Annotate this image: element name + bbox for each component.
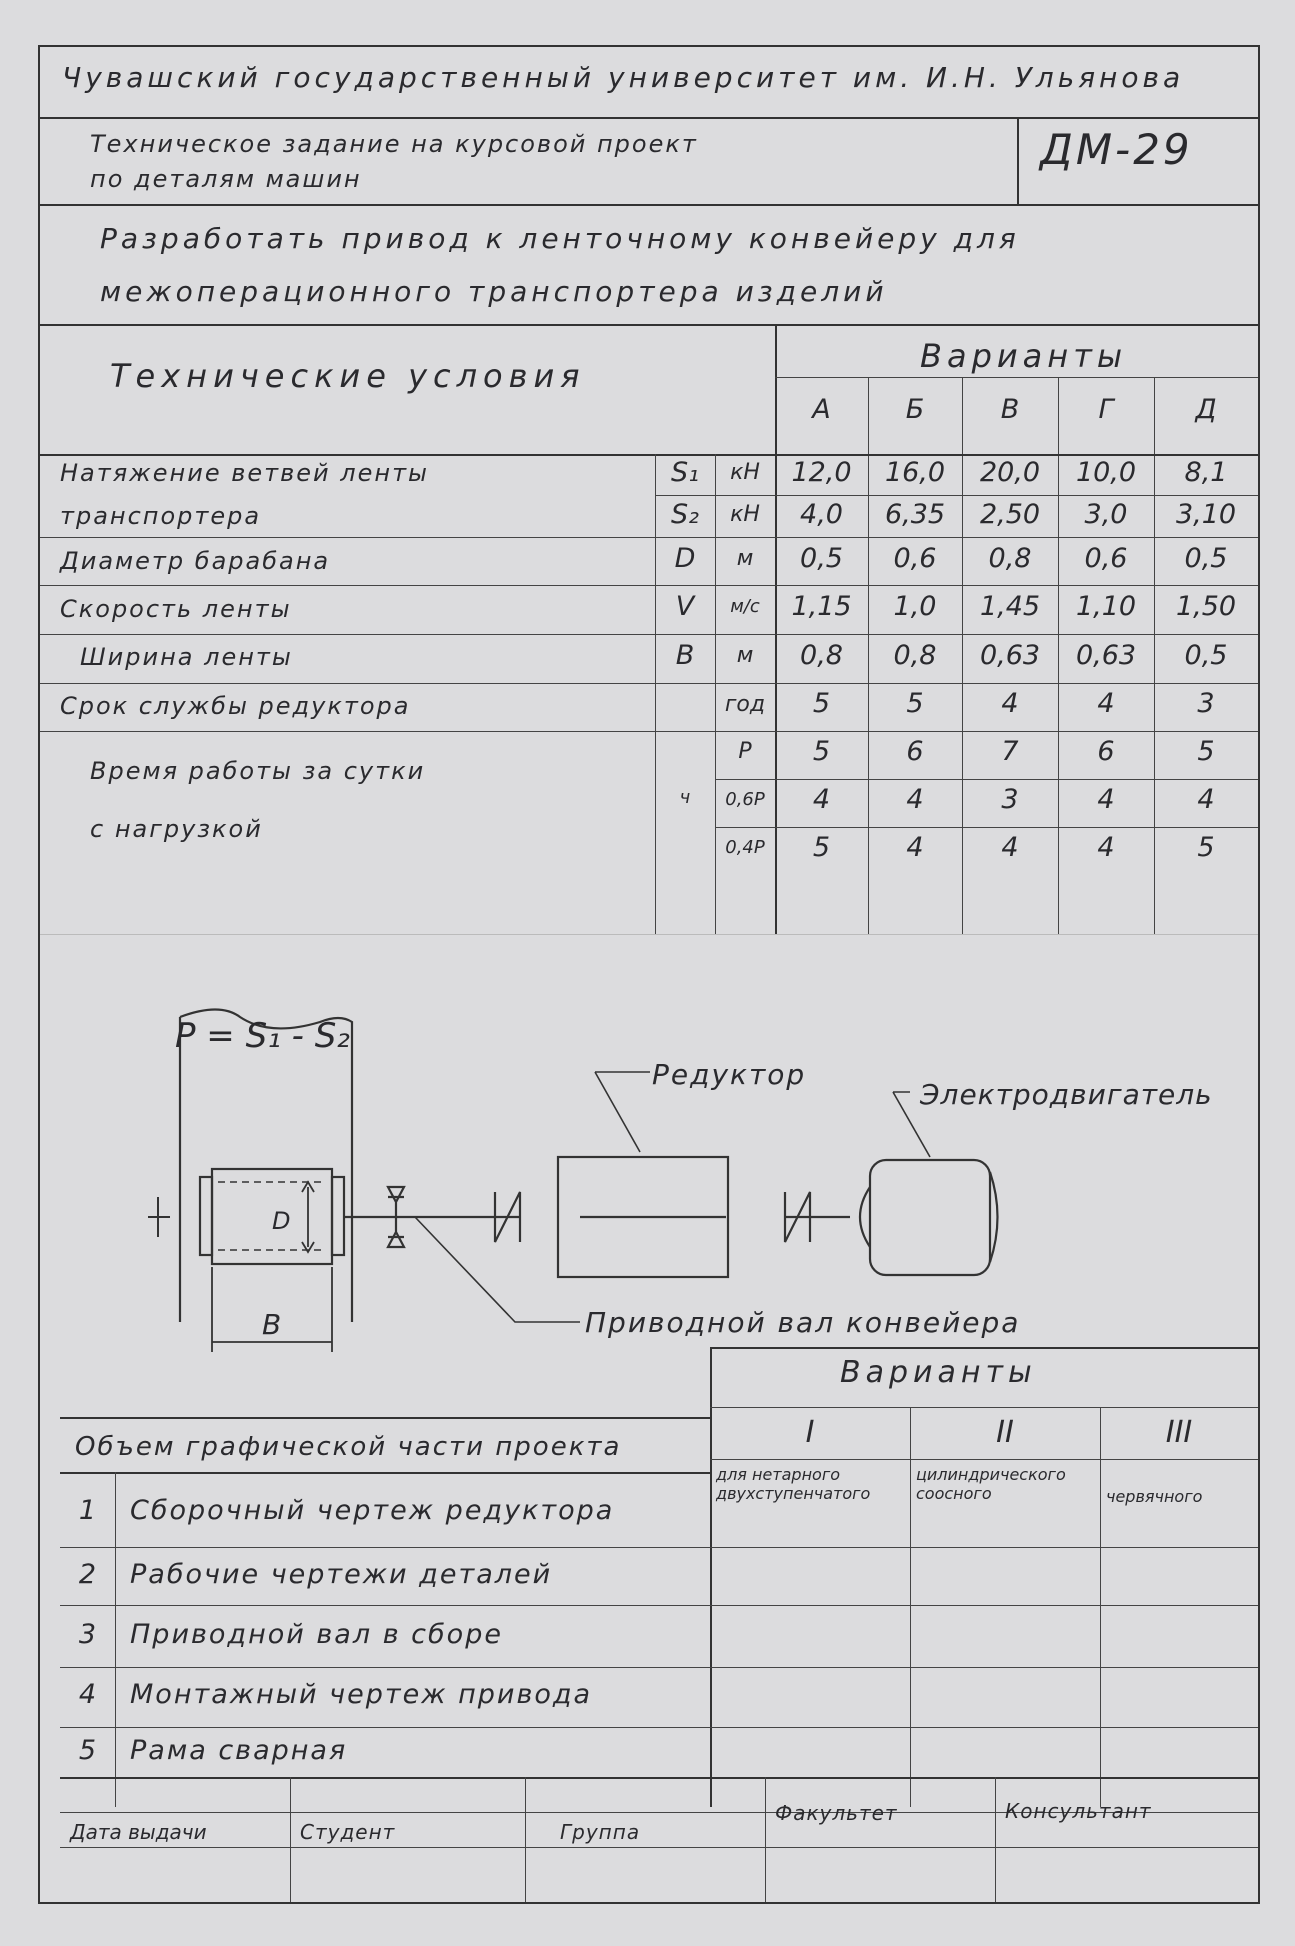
item-label: Монтажный чертеж привода (130, 1679, 593, 1710)
value-cell: 1,15 (791, 591, 852, 622)
assignment-sheet (38, 45, 1260, 1904)
item-number: 5 (78, 1735, 97, 1766)
value-cell: 1,45 (979, 591, 1041, 622)
item-number: 2 (78, 1559, 97, 1590)
variant-name: В (1000, 394, 1020, 425)
work-time-label-line1: Время работы за сутки (90, 757, 426, 785)
row-label-drum-diameter: Диаметр барабана (60, 547, 331, 575)
value-cell: 6,35 (884, 499, 946, 530)
value-cell: 0,5 (1184, 640, 1228, 671)
value-cell: 16,0 (884, 457, 946, 488)
value-cell: 3 (1197, 688, 1215, 719)
value-cell: 8,1 (1184, 457, 1228, 488)
row-label-belt-speed: Скорость ленты (60, 595, 292, 623)
value-cell: 1,10 (1075, 591, 1137, 622)
drum-flange-right (332, 1177, 344, 1255)
work-time-label-line2: с нагрузкой (90, 815, 263, 843)
symbol-d: D (674, 543, 696, 574)
unit: м (736, 643, 754, 668)
symbol-s1: S₁ (671, 457, 699, 488)
value-cell: 4 (1197, 784, 1215, 815)
drum-diameter-label: D (272, 1207, 291, 1235)
value-cell: 4 (812, 784, 831, 815)
value-cell: 0,63 (979, 640, 1041, 671)
footer-group-label: Группа (560, 1820, 641, 1844)
value-cell: 2,50 (979, 499, 1041, 530)
footer-consultant-label: Консультант (1005, 1799, 1152, 1823)
value-cell: 4 (906, 784, 924, 815)
symbol-v: V (675, 591, 695, 622)
item-number: 3 (78, 1619, 97, 1650)
value-cell: 0,8 (893, 640, 937, 671)
value-cell: 5 (812, 688, 831, 719)
value-cell: 0,6 (893, 543, 937, 574)
value-cell: 12,0 (791, 457, 852, 488)
value-cell: 6 (906, 736, 924, 767)
value-cell: 5 (906, 688, 924, 719)
row-label-belt-width: Ширина ленты (80, 643, 293, 671)
variant-name: Б (905, 394, 925, 425)
document-code: ДМ-29 (1040, 125, 1193, 174)
roman-variant-1: I (805, 1415, 815, 1450)
variant-desc-2: цилиндрического соосного (916, 1465, 1066, 1503)
hours-symbol: ч (679, 787, 691, 808)
value-cell: 4 (1097, 832, 1115, 863)
value-cell: 6 (1097, 736, 1115, 767)
value-cell: 3,10 (1175, 499, 1237, 530)
value-cell: 1,0 (893, 591, 937, 622)
value-cell: 5 (1197, 736, 1215, 767)
value-cell: 0,8 (988, 543, 1032, 574)
value-cell: 4 (1001, 688, 1019, 719)
unit: кН (730, 502, 760, 527)
row-label-tension: Натяжение ветвей ленты (60, 459, 429, 487)
unit: м/с (730, 596, 760, 617)
roman-variant-3: III (1165, 1415, 1193, 1450)
drive-shaft-label: Приводной вал конвейера (585, 1306, 1021, 1339)
graphics-scope-title: Объем графической части проекта (75, 1432, 622, 1462)
value-cell: 3,0 (1084, 499, 1128, 530)
symbol-s2: S₂ (671, 499, 699, 530)
item-number: 1 (78, 1495, 97, 1526)
item-label: Сборочный чертеж редуктора (130, 1495, 615, 1526)
value-cell: 0,63 (1075, 640, 1137, 671)
load-level: P (738, 739, 752, 764)
symbol-b: B (675, 640, 695, 671)
variant-name: Г (1098, 394, 1114, 425)
value-cell: 4 (1001, 832, 1019, 863)
footer-student-label: Студент (300, 1820, 396, 1844)
item-number: 4 (78, 1679, 97, 1710)
footer-date-label: Дата выдачи (70, 1820, 207, 1844)
item-label: Приводной вал в сборе (130, 1619, 503, 1650)
value-cell: 5 (812, 832, 831, 863)
item-label: Рабочие чертежи деталей (130, 1559, 553, 1590)
motor-body (870, 1160, 990, 1275)
graphics-variants-label: Варианты (840, 1355, 1037, 1390)
conveyor-break-outline (180, 1010, 352, 1323)
assignment-title-line2: по деталям машин (90, 165, 362, 193)
conditions-title: Технические условия (110, 357, 586, 395)
task-line1: Разработать привод к ленточному конвейеру для (100, 222, 1020, 255)
drive-diagram (40, 942, 1258, 1402)
value-cell: 4,0 (800, 499, 843, 530)
value-cell: 4 (1097, 784, 1115, 815)
width-label: B (262, 1308, 282, 1341)
value-cell: 4 (1097, 688, 1115, 719)
assignment-title-line1: Техническое задание на курсовой проект (90, 130, 698, 158)
value-cell: 0,5 (1184, 543, 1228, 574)
variant-desc-3: червячного (1106, 1487, 1203, 1506)
variant-name: А (812, 394, 831, 425)
unit: м (736, 546, 754, 571)
variant-desc-1: для нетарного двухступенчатого (716, 1465, 871, 1503)
value-cell: 0,6 (1084, 543, 1128, 574)
value-cell: 0,8 (800, 640, 843, 671)
reducer-label: Редуктор (652, 1058, 807, 1091)
value-cell: 5 (1197, 832, 1215, 863)
value-cell: 7 (1001, 736, 1019, 767)
power-formula: P = S₁ - S₂ (175, 1016, 350, 1056)
motor-label: Электродвигатель (920, 1078, 1213, 1111)
value-cell: 10,0 (1075, 457, 1137, 488)
row-label-transporter: транспортера (60, 502, 262, 530)
footer-faculty-label: Факультет (775, 1801, 898, 1825)
value-cell: 0,5 (800, 543, 843, 574)
variant-name: Д (1195, 394, 1217, 425)
item-label: Рама сварная (130, 1735, 348, 1766)
roman-variant-2: II (996, 1415, 1014, 1450)
unit: кН (730, 460, 760, 485)
load-level: 0,6P (725, 789, 765, 810)
unit: год (724, 692, 766, 717)
university-name: Чувашский государственный университет им. И.Н. Ульянова (62, 61, 1185, 94)
value-cell: 5 (812, 736, 831, 767)
value-cell: 4 (906, 832, 924, 863)
task-line2: межоперационного транспортера изделий (100, 275, 888, 308)
drum-flange-left (200, 1177, 212, 1255)
row-label-service-life: Срок службы редуктора (60, 692, 411, 720)
conditions-variants-label: Варианты (920, 337, 1128, 375)
value-cell: 3 (1001, 784, 1019, 815)
value-cell: 1,50 (1175, 591, 1237, 622)
value-cell: 20,0 (979, 457, 1041, 488)
load-level: 0,4P (725, 837, 765, 858)
